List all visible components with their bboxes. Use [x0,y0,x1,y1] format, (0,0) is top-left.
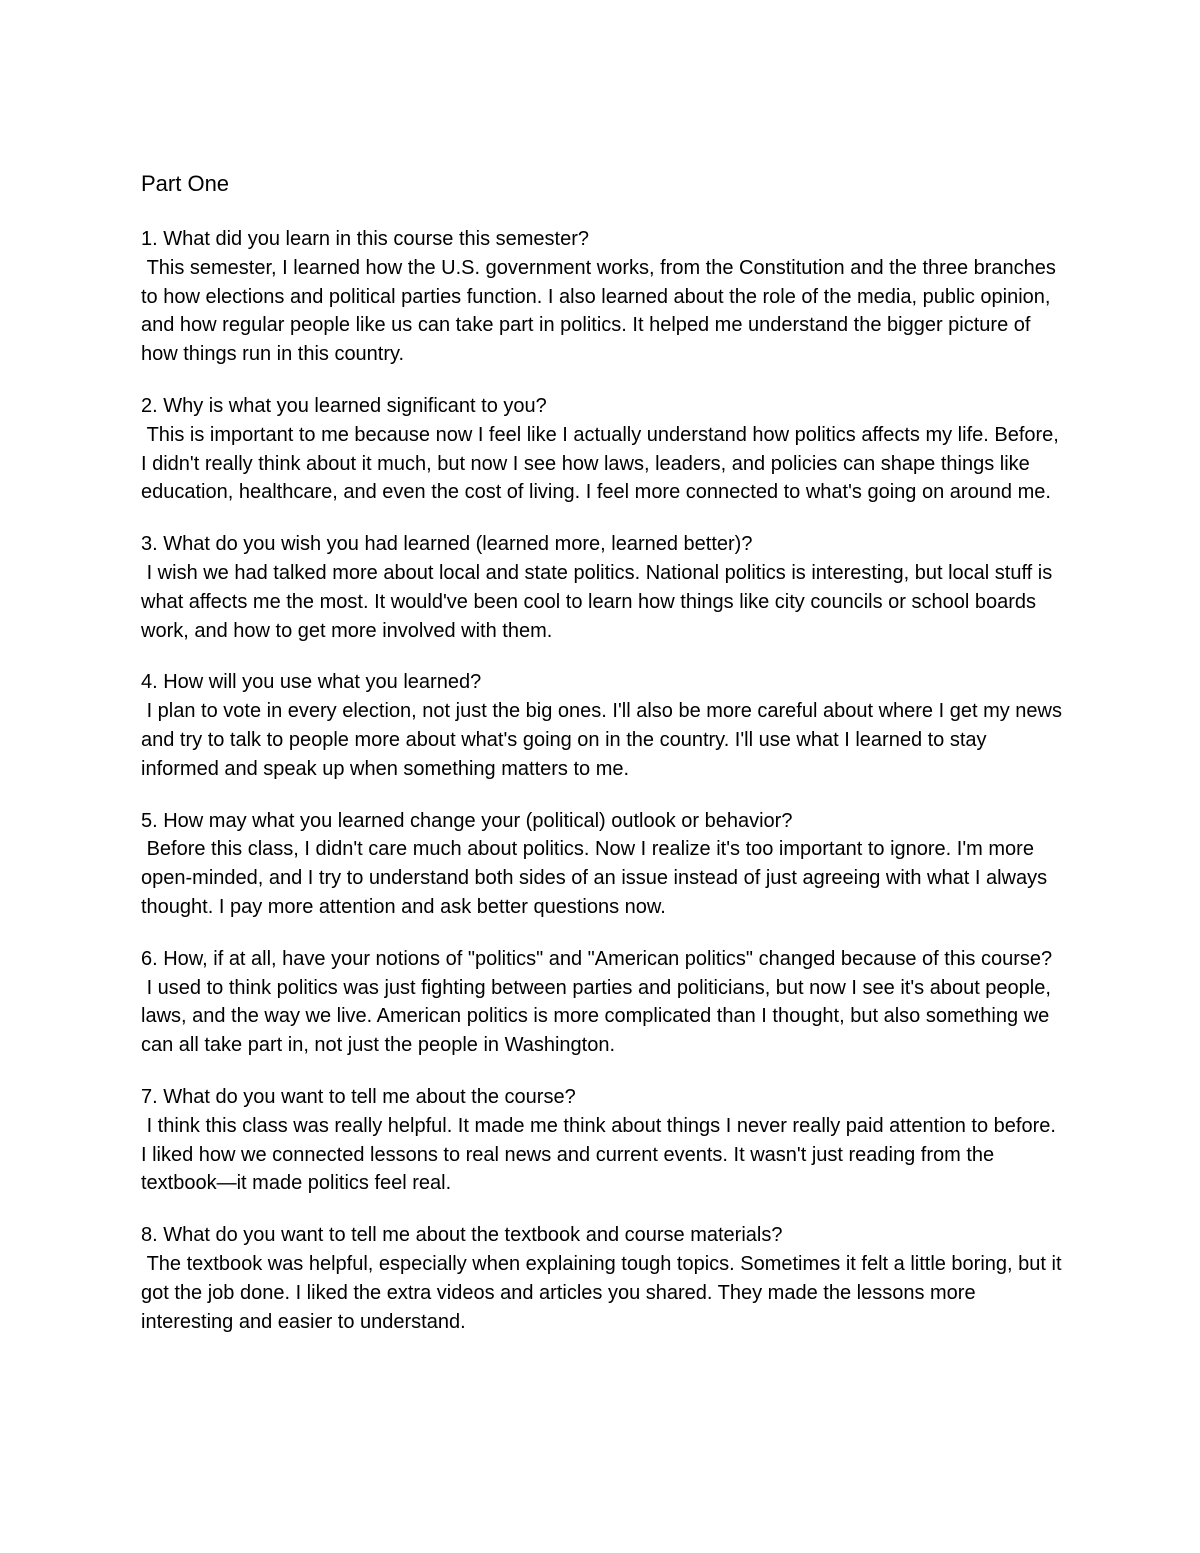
answer-text: I wish we had talked more about local and state politics. National politics is interesting, but local stuff is what affects me the most. It would've been cool to learn how things like city councils or school boards work, and how to get more involved with them. [141,561,1058,642]
document-page [141,170,1066,1359]
answer-text: I used to think politics was just fighting between parties and politicians, but now I see it's about people, laws, and the way we live. American politics is more complicated than I thought, but also something we can all take part in, not just the people in Washington. [141,976,1057,1057]
qa-item-3 [141,530,1066,645]
answer-text: I think this class was really helpful. It made me think about things I never really paid attention to before. I liked how we connected lessons to real news and current events. It wasn't just reading from the textbook—it made politics feel real. [141,1114,1062,1195]
question-text: 3. What do you wish you had learned (learned more, learned better)? [141,533,753,556]
answer-text: This semester, I learned how the U.S. government works, from the Constitution and the three branches to how elections and political parties function. I also learned about the role of the media, public opinion, and how regular people like us can take part in politics. It helped me understand the bigger picture of how things run in this country. [141,256,1062,366]
answer-text: I plan to vote in every election, not just the big ones. I'll also be more careful about where I get my news and try to talk to people more about what's going on in the country. I'll use what I learned to stay informed and speak up when something matters to me. [141,700,1068,780]
question-text: 8. What do you want to tell me about the textbook and course materials? [141,1224,783,1247]
question-text: 7. What do you want to tell me about the course? [141,1085,576,1108]
question-text: 5. How may what you learned change your (political) outlook or behavior? [141,809,793,832]
answer-text: The textbook was helpful, especially when explaining tough topics. Sometimes it felt a little boring, but it got the job done. I liked the extra videos and articles you shared. They made the lessons more interesting and easier to understand. [141,1252,1068,1333]
qa-item-6 [141,945,1066,1060]
qa-item-2 [141,392,1066,507]
qa-item-4 [141,668,1066,783]
qa-item-8 [141,1221,1066,1336]
qa-item-5 [141,807,1066,922]
question-text: 2. Why is what you learned significant to you? [141,394,547,417]
page-title: Part One [141,171,230,196]
answer-text: This is important to me because now I feel like I actually understand how politics affects my life. Before, I didn't really think about it much, but now I see how laws, leaders, and policies can shape things like education, healthcare, and even the cost of living. I feel more connected to what's going on around me. [141,423,1065,504]
qa-item-1 [141,225,1066,369]
answer-text: Before this class, I didn't care much about politics. Now I realize it's too important to ignore. I'm more open-minded, and I try to understand both sides of an issue instead of just agreeing with what I always thought. I pay more attention and ask better questions now. [141,838,1053,918]
question-text: 4. How will you use what you learned? [141,671,482,694]
question-text: 1. What did you learn in this course this semester? [141,228,589,250]
qa-item-7 [141,1083,1066,1198]
question-text: 6. How, if at all, have your notions of "politics" and "American politics" changed because of this course? [141,947,1053,970]
